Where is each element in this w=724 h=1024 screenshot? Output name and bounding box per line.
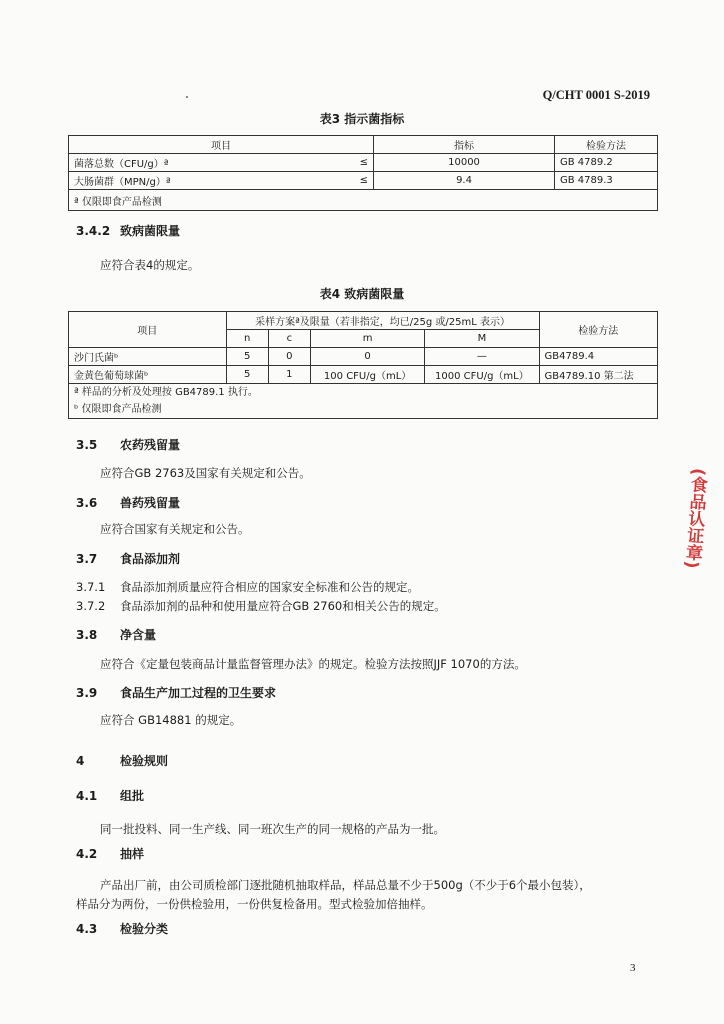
seal-stamp: (食品认证章) <box>681 467 708 569</box>
table3-cell-item: 菌落总数（CFU/g）ª <box>69 154 348 172</box>
table3-cell-op: ≤ <box>347 154 374 172</box>
table4-cell-M: 1000 CFU/g（mL） <box>425 366 539 384</box>
table4-cell-n: 5 <box>226 366 268 384</box>
section-3-4-2-text: 应符合表4的规定。 <box>100 258 200 272</box>
table4-subheader-M: M <box>425 330 539 348</box>
table4-cell-m: 0 <box>310 348 424 366</box>
table4-note-b: ᵇ 仅限即食产品检测 <box>74 404 162 415</box>
table3-header-item: 项目 <box>69 136 374 154</box>
table3-cell-method: GB 4789.2 <box>555 154 658 172</box>
scan-speck <box>186 96 188 98</box>
table3-cell-value: 10000 <box>374 154 555 172</box>
section-3-6-text: 应符合国家有关规定和公告。 <box>100 522 250 536</box>
section-4-1-text: 同一批投料、同一生产线、同一班次生产的同一规格的产品为一批。 <box>100 822 445 836</box>
table3-cell-value: 9.4 <box>374 172 555 190</box>
table3-cell-item: 大肠菌群（MPN/g）ª <box>69 172 348 190</box>
section-3-8-heading: 3.8 净含量 <box>76 628 157 642</box>
table3 <box>68 135 658 211</box>
section-3-7-1-text: 3.7.1 食品添加剂质量应符合相应的国家安全标准和公告的规定。 <box>76 580 419 594</box>
table4-cell-M: — <box>425 348 539 366</box>
table4-notes <box>69 384 658 419</box>
section-4-1-heading: 4.1 组批 <box>76 789 145 803</box>
table-row <box>69 154 658 172</box>
section-3-8-text: 应符合《定量包装商品计量监督管理办法》的规定。检验方法按照JJF 1070的方法。 <box>100 657 526 671</box>
section-3-4-2-heading: 3.4.2 致病菌限量 <box>76 224 181 238</box>
table3-header-limit: 指标 <box>374 136 555 154</box>
table-row <box>69 366 658 384</box>
section-3-7-heading: 3.7 食品添加剂 <box>76 552 181 566</box>
table3-header-method: 检验方法 <box>555 136 658 154</box>
table4-cell-method: GB4789.4 <box>539 348 657 366</box>
table4-cell-method: GB4789.10 第二法 <box>539 366 657 384</box>
section-3-9-text: 应符合 GB14881 的规定。 <box>100 713 242 727</box>
table4-cell-c: 1 <box>268 366 310 384</box>
table-row <box>69 348 658 366</box>
table4-subheader-c: c <box>268 330 310 348</box>
table4-title: 表4 致病菌限量 <box>319 287 405 301</box>
table4-cell-item: 沙门氏菌ᵇ <box>69 348 227 366</box>
table4-subheader-m: m <box>310 330 424 348</box>
table4-header-item: 项目 <box>69 312 227 348</box>
section-3-9-heading: 3.9 食品生产加工过程的卫生要求 <box>76 686 277 700</box>
table4-header-method: 检验方法 <box>539 312 657 348</box>
page-number: 3 <box>630 962 636 974</box>
table3-title: 表3 指示菌指标 <box>319 112 405 126</box>
section-4-3-heading: 4.3 检验分类 <box>76 922 169 936</box>
table4 <box>68 311 658 419</box>
section-3-5-heading: 3.5 农药残留量 <box>76 438 181 452</box>
section-4-heading: 4 检验规则 <box>76 754 169 768</box>
table-row <box>69 172 658 190</box>
table4-header-plan: 采样方案ª及限量（若非指定，均已/25g 或/25mL 表示） <box>226 312 539 330</box>
section-3-7-2-text: 3.7.2 食品添加剂的品种和使用量应符合GB 2760和相关公告的规定。 <box>76 599 446 613</box>
table4-subheader-n: n <box>226 330 268 348</box>
section-3-5-text: 应符合GB 2763及国家有关规定和公告。 <box>100 466 311 480</box>
section-3-6-heading: 3.6 兽药残留量 <box>76 496 181 510</box>
document-code: Q/CHT 0001 S-2019 <box>542 88 650 102</box>
section-4-2-text-line1: 产品出厂前，由公司质检部门逐批随机抽取样品，样品总量不少于500g（不少于6个最小包装）， <box>100 878 591 892</box>
table4-cell-m: 100 CFU/g（mL） <box>310 366 424 384</box>
table4-cell-n: 5 <box>226 348 268 366</box>
table4-note-a: ª 样品的分析及处理按 GB4789.1 执行。 <box>74 387 258 398</box>
table3-note: ª 仅限即食产品检测 <box>69 190 658 211</box>
section-4-2-heading: 4.2 抽样 <box>76 847 145 861</box>
section-4-2-text-line2: 样品分为两份，一份供检验用，一份供复检备用。型式检验加倍抽样。 <box>76 897 433 911</box>
table4-cell-item: 金黄色葡萄球菌ᵇ <box>69 366 227 384</box>
table3-cell-method: GB 4789.3 <box>555 172 658 190</box>
table3-cell-op: ≤ <box>347 172 374 190</box>
table4-cell-c: 0 <box>268 348 310 366</box>
